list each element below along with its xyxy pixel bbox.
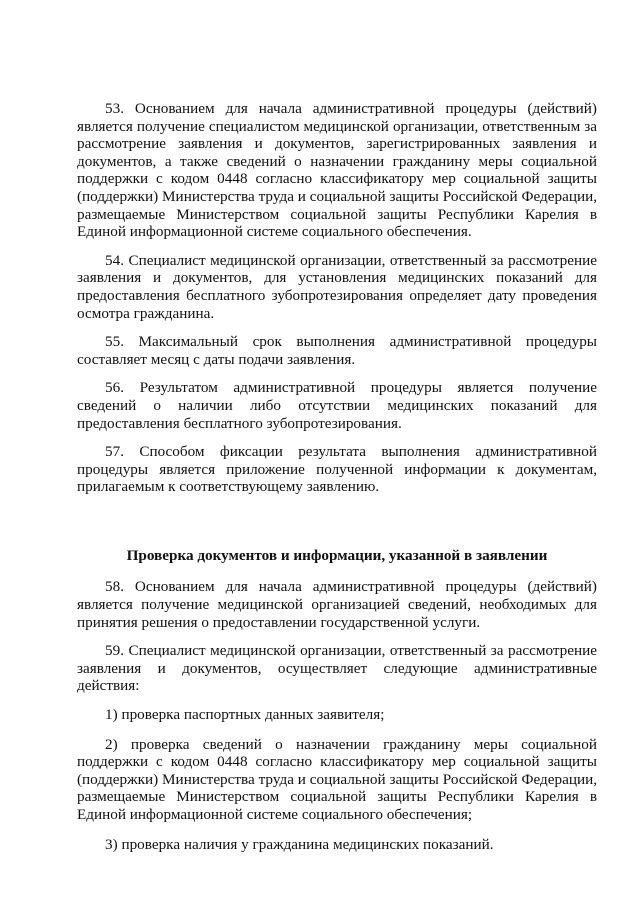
paragraph-59: 59. Специалист медицинской организации, ответственный за рассмотрение заявления и документов, осуществляет следующие административные действия: [77,642,597,695]
paragraph-53: 53. Основанием для начала административной процедуры (действий) является получение специалистом медицинской организации, ответственным за рассмотрение заявления и документов, зарегистрированных заявления и документов, а также сведений о назначении гражданину меры социальной поддержки с кодом 0448 согласно классификатору мер социальной защиты (поддержки) Министерства труда и социальной защиты Российской Федерации, размещаемые Министерством социальной защиты Республики Карелия в Единой информационной системе социального обеспечения. [77,100,597,241]
document-page [77,100,597,865]
section-heading: Проверка документов и информации, указанной в заявлении [126,546,548,564]
list-item-3: 3) проверка наличия у гражданина медицинских показаний. [105,835,494,853]
paragraph-54: 54. Специалист медицинской организации, ответственный за рассмотрение заявления и документов, для установления медицинских показаний для предоставления бесплатного зубопротезирования определяет дату проведения осмотра гражданина. [77,251,597,322]
paragraph-56: 56. Результатом административной процедуры является получение сведений о наличии либо отсутствии медицинских показаний для предоставления бесплатного зубопротезирования. [77,379,597,432]
paragraph-58: 58. Основанием для начала административной процедуры (действий) является получение медицинской организацией сведений, необходимых для принятия решения о предоставлении государственной услуги. [77,578,597,631]
list-item-1: 1) проверка паспортных данных заявителя; [105,706,385,724]
paragraph-55: 55. Максимальный срок выполнения административной процедуры составляет месяц с даты подачи заявления. [77,333,597,368]
paragraph-57: 57. Способом фиксации результата выполнения административной процедуры является приложение полученной информации к документам, прилагаемым к соответствующему заявлению. [77,443,597,496]
list-item-2: 2) проверка сведений о назначении гражданину меры социальной поддержки с кодом 0448 согласно классификатору мер социальной защиты (поддержки) Министерства труда и социальной защиты Российской Федерации, размещаемые Министерством социальной защиты Республики Карелия в Единой информационной системе социального обеспечения; [77,735,597,823]
